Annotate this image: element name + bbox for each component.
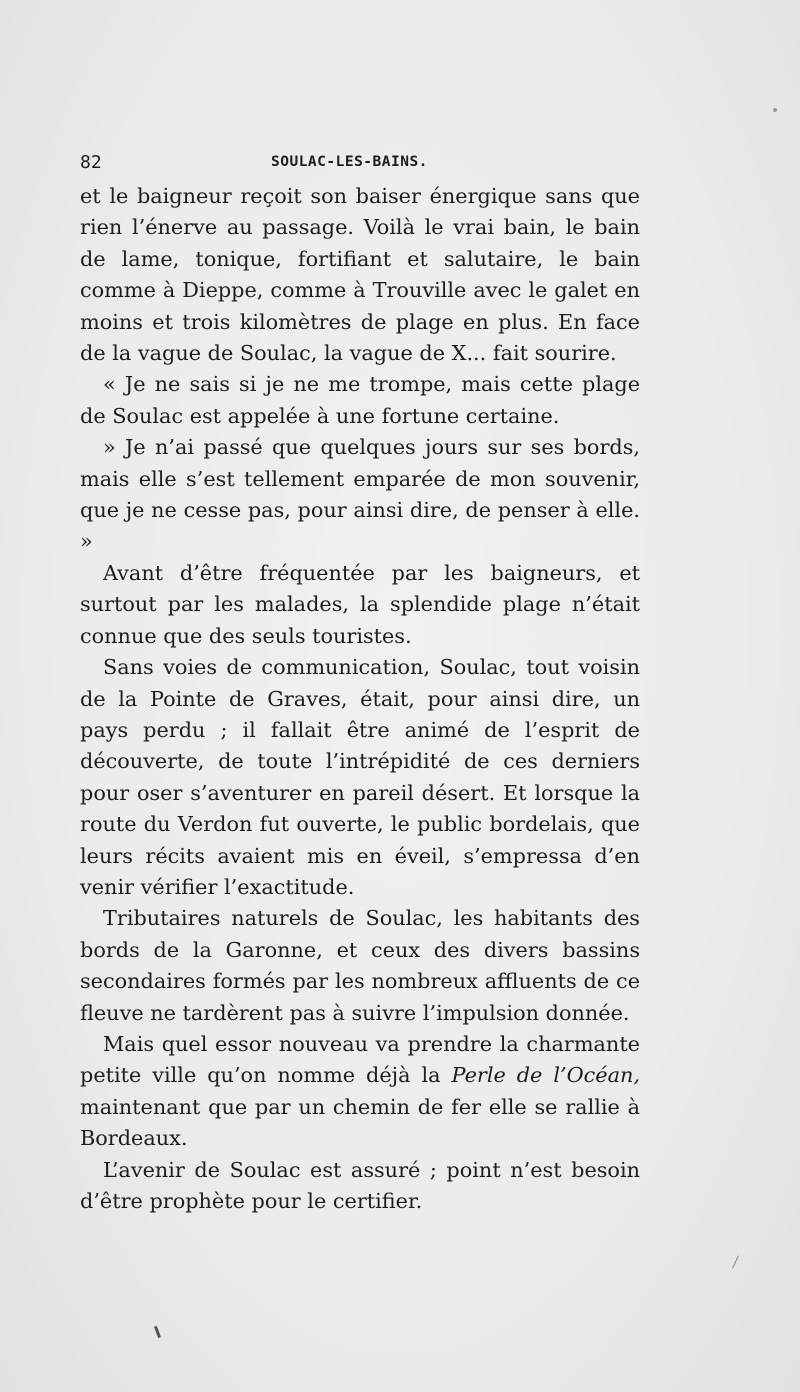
paragraph: et le baigneur reçoit son baiser énergique sans que rien l’énerve au passage. Voilà le vrai bain, le bain de lame, tonique, fortifiant et salutaire, le bain comme à Dieppe, comme à Trouville avec le galet en moins et trois kilomètres de plage en plus. En face de la vague de Soulac, la vague de X... fait sourire.: [80, 184, 640, 366]
paragraph: Tributaires naturels de Soulac, les habitants des bords de la Garonne, et ceux des divers bassins secondaires formés par les nombreux affluents de ce fleuve ne tardèrent pas à suivre l’impulsion donnée.: [80, 906, 640, 1025]
paragraph: Avant d’être fréquentée par les baigneurs, et surtout par les malades, la splendide plage n’était connue que des seuls touristes.: [80, 560, 640, 648]
paper-speck: [773, 108, 777, 112]
paragraph: » Je n’ai passé que quelques jours sur ses bords, mais elle s’est tellement emparée de mon souvenir, que je ne cesse pas, pour ainsi dire, de penser à elle. »: [80, 435, 640, 554]
paragraph: [80, 1029, 640, 1155]
paragraph: Sans voies de communication, Soulac, tout voisin de la Pointe de Graves, était, pour ainsi dire, un pays perdu ; il fallait être animé de l’esprit de découverte, de toute l’intrépidité de ces derniers pour oser s’aventurer en pareil désert. Et lorsque la route du Verdon fut ouverte, le public bordelais, que leurs récits avaient mis en éveil, s’empressa d’en venir vérifier l’exactitude.: [80, 655, 640, 899]
page-number: 82: [80, 152, 102, 173]
running-head: SOULAC-LES-BAINS.: [271, 154, 428, 170]
paper-speck: [154, 1326, 161, 1338]
italic-title: Perle de l’Océan,: [451, 1063, 641, 1088]
page-header: [80, 152, 640, 176]
body-text: [80, 181, 640, 1217]
paragraph: L’avenir de Soulac est assuré ; point n’est besoin d’être prophète pour le certifier.: [80, 1157, 640, 1213]
paragraph: « Je ne sais si je ne me trompe, mais cette plage de Soulac est appelée à une fortune certaine.: [80, 372, 640, 428]
paper-speck: [732, 1255, 739, 1268]
paragraph-text: maintenant que par un chemin de fer elle se rallie à Bordeaux.: [80, 1094, 640, 1151]
paragraph-text: Mais quel essor nouveau va prendre la charmante petite ville qu’on nomme déjà la: [80, 1031, 640, 1088]
